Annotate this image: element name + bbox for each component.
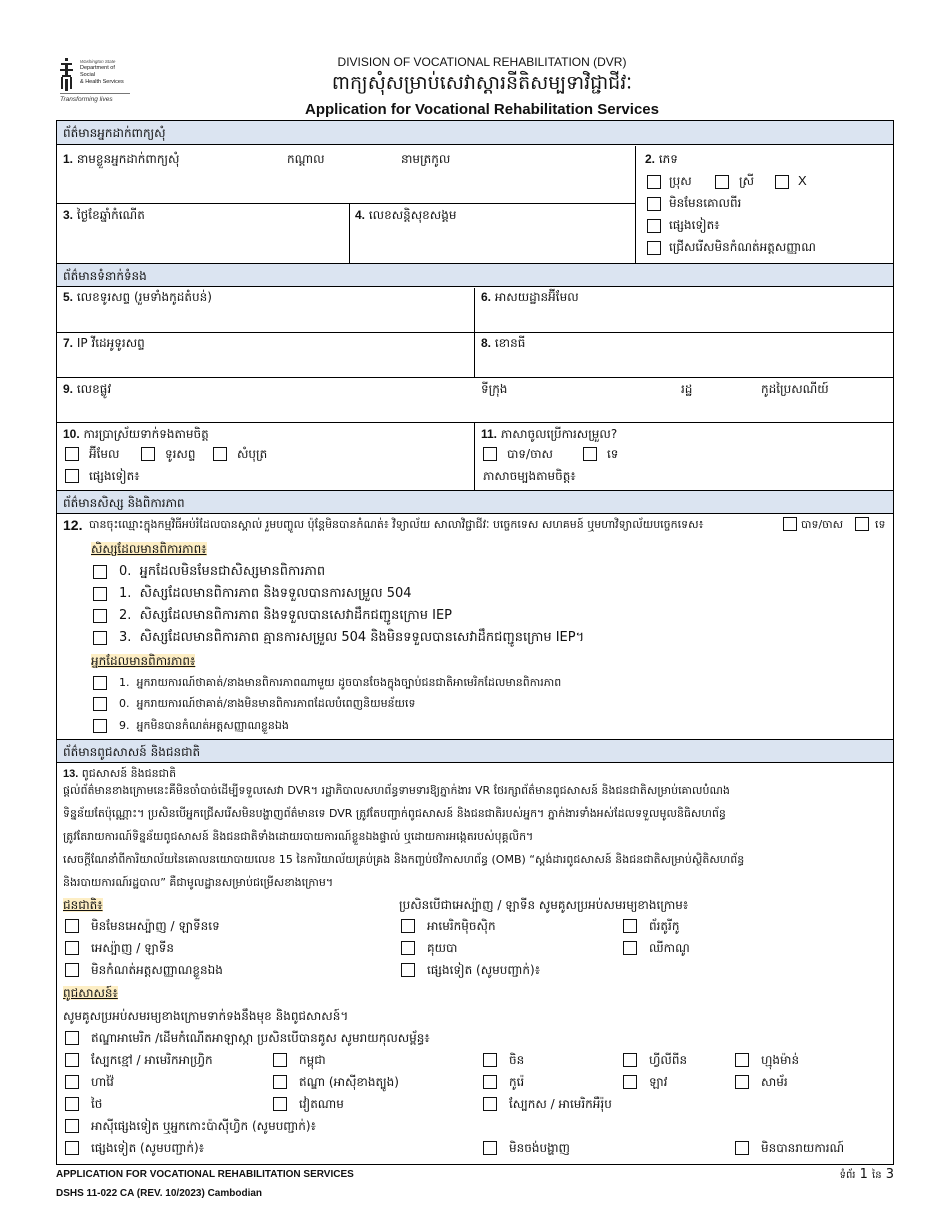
if-hispanic-instruction: ប្រសិនបើជាអេស្ប៉ាញ / ឡាទីន សូមគូសប្រអប់សមរម្យខាងក្រោម៖ — [399, 898, 689, 912]
race-indian-checkbox[interactable] — [273, 1075, 287, 1089]
logo-text: Washington State Department of Social & Health Services — [80, 59, 124, 85]
page-number: ទំព័រ 1 នៃ 3 — [839, 1167, 894, 1182]
field-11-label: 11. ភាសាចូលប្រើការសម្រួល? — [481, 427, 618, 441]
q12-number: 12. — [63, 517, 83, 533]
pref-email-checkbox[interactable] — [65, 447, 79, 461]
race-other-asian-checkbox[interactable] — [65, 1119, 79, 1133]
ethnicity-heading: ជនជាតិ៖ — [63, 898, 103, 912]
eth-hispanic-checkbox[interactable] — [65, 941, 79, 955]
race-para1-line3: ត្រូវតែរាយការណ៍ទិន្នន័យពូជសាសន៍ និងជនជាតិទាំងដោយរបាយការណ៍ខ្លួនឯងផ្ទាល់ ឬដោយការអង្កេតរបស់បុគ្គលិក។ — [63, 830, 534, 843]
individual-1-label: 1. អ្នករាយការណ៍ថាគាត់/នាងមានពិការភាពណាមួយ ដូចបានចែងក្នុងច្បាប់ជនជាតិអាមេរិកដែលមានពិការភាព — [119, 676, 562, 689]
race-decline-label: មិនចង់បង្ហាញ — [509, 1141, 570, 1155]
field-8-label: 8. ខោនធី — [481, 336, 526, 350]
field-9-state-label: រដ្ឋ — [681, 382, 693, 396]
student-3-checkbox[interactable] — [93, 631, 107, 645]
race-native-checkbox[interactable] — [65, 1031, 79, 1045]
primary-language-label: ភាសាចម្បងតាមចិត្ត៖ — [483, 469, 576, 483]
pref-other-checkbox[interactable] — [65, 469, 79, 483]
eth-cuban-checkbox[interactable] — [401, 941, 415, 955]
pref-mail-label: សំបុត្រ — [237, 447, 268, 461]
race-para2-line1: សេចក្តីណែនាំពីការិយាល័យនៃគោលនយោបាយលេខ 15 នៃការិយាល័យគ្រប់គ្រង និងកញ្ចប់ថវិកាសហព័ន្ធ (OMB) “ស្តង់ដារពូជសាសន៍ និងជនជាតិសម្រាប់ស្ថិតិសហព័ន្ធ — [63, 853, 745, 866]
gender-female-label: ស្រី — [739, 174, 754, 188]
gender-decline-label: ជ្រើសរើសមិនកំណត់អត្តសញ្ញាណ — [669, 240, 816, 254]
gender-male-checkbox[interactable] — [647, 175, 661, 189]
race-chinese-label: ចិន — [509, 1053, 525, 1067]
gender-other-label: ផ្សេងទៀត៖ — [669, 218, 720, 232]
section-race-info: ព័ត៌មានពូជសាសន៍ និងជនជាតិ — [57, 739, 893, 763]
race-other-asian-label: អាស៊ីផ្សេងទៀត ឬអ្នកកោះប៉ាស៊ីហ្វិក (សូមបញ្ជាក់)៖ — [91, 1119, 316, 1133]
race-vietnamese-label: វៀតណាម — [299, 1097, 344, 1111]
individual-0-label: 0. អ្នករាយការណ៍ថាគាត់/នាងមិនមានពិការភាពដែលបំពេញនិយមន័យទេ — [119, 697, 416, 710]
dshs-logo — [58, 55, 130, 107]
individuals-heading: អ្នកដែលមានពិការភាព៖ — [91, 654, 196, 668]
dshs-logo-icon — [58, 57, 76, 93]
eth-puerto-rican-label: ព័រតូរីកូ — [649, 919, 680, 933]
student-2-checkbox[interactable] — [93, 609, 107, 623]
logo-tagline: Transforming lives — [60, 96, 113, 103]
student-1-label: 1. សិស្សដែលមានពិការភាព និងទទួលបានការសម្រួល 504 — [119, 586, 412, 601]
race-white-checkbox[interactable] — [483, 1097, 497, 1111]
race-white-label: ស្បែកស / អាមេរិកអឺរ៉ុប — [509, 1097, 612, 1111]
q13-label: 13. ពូជសាសន៍ និងជនជាតិ — [63, 767, 177, 780]
gender-nonbinary-checkbox[interactable] — [647, 197, 661, 211]
field-1-label: 1. នាមខ្លួនអ្នកដាក់ពាក្យសុំ — [63, 152, 180, 166]
race-cambodian-label: កម្ពុជា — [299, 1053, 326, 1067]
race-heading: ពូជសាសន៍៖ — [63, 986, 118, 1000]
student-0-checkbox[interactable] — [93, 565, 107, 579]
race-chinese-checkbox[interactable] — [483, 1053, 497, 1067]
race-filipino-checkbox[interactable] — [623, 1053, 637, 1067]
individual-0-checkbox[interactable] — [93, 697, 107, 711]
race-native-label: ឥណ្ឌាអាមេរិក /ដើមកំណើតអាឡាស្កា ប្រសិនបើបានគូស សូមរាយកុលសម្ព័ន្ធ៖ — [91, 1031, 430, 1045]
gender-decline-checkbox[interactable] — [647, 241, 661, 255]
eth-mexican-label: អាមេរិកម៉ិចស៊ិក — [427, 919, 496, 933]
pref-mail-checkbox[interactable] — [213, 447, 227, 461]
race-hawaiian-label: ហាវ៉ៃ — [91, 1075, 114, 1089]
race-vietnamese-checkbox[interactable] — [273, 1097, 287, 1111]
field-10-label: 10. ការប្រាស្រ័យទាក់ទងតាមចិត្ត — [63, 427, 209, 441]
field-1-last-label: នាមត្រកូល — [401, 152, 451, 166]
interp-no-label: ទេ — [607, 447, 619, 461]
eth-cuban-label: គុយបា — [427, 941, 458, 955]
interp-yes-checkbox[interactable] — [483, 447, 497, 461]
division-name: DIVISION OF VOCATIONAL REHABILITATION (DVR) — [337, 55, 627, 69]
eth-other-label: ផ្សេងទៀត (សូមបញ្ជាក់)៖ — [427, 963, 540, 977]
race-thai-checkbox[interactable] — [65, 1097, 79, 1111]
race-indian-label: ឥណ្ឌា (អាស៊ីខាងត្បូង) — [299, 1075, 399, 1089]
race-para2-line2: និងរបាយការណ៍រដ្ឋបាល” គឺជាមូលដ្ឋានសម្រាប់ជម្រើសខាងក្រោម។ — [63, 876, 334, 889]
application-form — [56, 120, 894, 1165]
q12-no-label: ទេ — [875, 518, 886, 531]
individual-9-checkbox[interactable] — [93, 719, 107, 733]
race-cambodian-checkbox[interactable] — [273, 1053, 287, 1067]
race-lao-label: ឡាវ — [649, 1075, 668, 1089]
field-3-label: 3. ថ្ងៃខែឆ្នាំកំណើត — [63, 208, 145, 222]
student-1-checkbox[interactable] — [93, 587, 107, 601]
race-hawaiian-checkbox[interactable] — [65, 1075, 79, 1089]
eth-puerto-rican-checkbox[interactable] — [623, 919, 637, 933]
pref-email-label: អ៊ីមែល — [89, 447, 120, 461]
field-9-city-label: ទីក្រុង — [481, 382, 508, 396]
student-2-label: 2. សិស្សដែលមានពិការភាព និងទទួលបានសេវាដឹកជញ្ជូនក្រោម IEP — [119, 608, 453, 623]
students-heading: សិស្សដែលមានពិការភាព៖ — [91, 542, 207, 556]
gender-male-label: ប្រុស — [669, 174, 692, 188]
q12-yes-checkbox[interactable] — [783, 517, 797, 531]
eth-decline-checkbox[interactable] — [65, 963, 79, 977]
eth-decline-label: មិនកំណត់អត្តសញ្ញាណខ្លួនឯង — [91, 963, 223, 977]
eth-salvadoran-label: ឈីកាណូ — [649, 941, 690, 955]
footer-form-title: APPLICATION FOR VOCATIONAL REHABILITATION SERVICES — [56, 1169, 354, 1180]
interp-no-checkbox[interactable] — [583, 447, 597, 461]
race-lao-checkbox[interactable] — [623, 1075, 637, 1089]
form-title-english: Application for Vocational Rehabilitation Services — [305, 101, 659, 118]
field-6-label: 6. អាសយដ្ឋានអ៊ីមែល — [481, 290, 579, 304]
gender-x-label: X — [798, 173, 807, 188]
gender-other-checkbox[interactable] — [647, 219, 661, 233]
race-not-reported-label: មិនបានរាយការណ៍ — [761, 1141, 845, 1155]
field-1-middle-label: កណ្តាល — [287, 152, 325, 166]
student-0-label: 0. អ្នកដែលមិនមែនជាសិស្សមានពិការភាព — [119, 564, 326, 579]
race-thai-label: ថៃ — [91, 1097, 103, 1111]
field-9-label: 9. លេខផ្លូវ — [63, 382, 112, 396]
race-para1-line1: ផ្តល់ព័ត៌មានខាងក្រោមនេះគឺមិនចាំបាច់ដើម្បីទទួលសេវា DVR។ រដ្ឋាភិបាលសហព័ន្ធទាមទារឱ្យភ្នាក់ងារ VR ថែរក្សាព័ត៌មានពូជសាសន៍ និងជនជាតិសម្រាប់គោលបំណង — [63, 784, 730, 797]
pref-phone-checkbox[interactable] — [141, 447, 155, 461]
interp-yes-label: បាទ/ចាស — [507, 447, 553, 461]
section-contact-info: ព័ត៌មានទំនាក់ទំនង — [57, 263, 893, 287]
race-hmong-label: ហ្មុងម៉ាន់ — [761, 1053, 800, 1067]
individual-1-checkbox[interactable] — [93, 676, 107, 690]
gender-x-checkbox[interactable] — [775, 175, 789, 189]
race-black-label: ស្បែកខ្មៅ / អាមេរិកអាហ្វ្រិក — [91, 1053, 213, 1067]
race-other-label: ផ្សេងទៀត (សូមបញ្ជាក់)៖ — [91, 1141, 204, 1155]
individual-9-label: 9. អ្នកមិនបានកំណត់អត្តសញ្ញាណខ្លួនឯង — [119, 719, 289, 732]
section-disability-info: ព័ត៌មានសិស្ស និងពិការភាព — [57, 490, 893, 514]
race-samoan-checkbox[interactable] — [735, 1075, 749, 1089]
field-5-label: 5. លេខទូរសព្ទ (រួមទាំងកូដតំបន់) — [63, 290, 212, 304]
gender-female-checkbox[interactable] — [715, 175, 729, 189]
race-filipino-label: ហ្វីលីពីន — [649, 1053, 688, 1067]
eth-hispanic-label: អេស្ប៉ាញ / ឡាទីន — [91, 941, 174, 955]
race-para1-line2: ទិន្នន័យតែប៉ុណ្ណោះ។ ប្រសិនបើអ្នកជ្រើសរើសមិនបង្ហាញព័ត៌មានទេ DVR ត្រូវតែបញ្ជាក់ពូជសាសន៍ និងជនជាតិរបស់អ្នក។ ភ្នាក់ងារទាំងអស់ដែលទទួលមូលនិធិសហព័ន្ធ — [63, 807, 726, 820]
race-hmong-checkbox[interactable] — [735, 1053, 749, 1067]
field-9-zip-label: កូដប្រៃសណីយ៍ — [761, 382, 829, 396]
race-black-checkbox[interactable] — [65, 1053, 79, 1067]
field-2-label: 2. ភេទ — [645, 152, 678, 166]
field-7-label: 7. IP វីដេអូទូរសព្ទ — [63, 336, 145, 350]
student-3-label: 3. សិស្សដែលមានពិការភាព គ្មានការសម្រួល 504 និងមិនទទួលបានសេវាដឹកជញ្ជូនក្រោម IEP។ — [119, 630, 585, 645]
footer-form-id: DSHS 11-022 CA (REV. 10/2023) Cambodian — [56, 1188, 263, 1199]
form-title-khmer: ពាក្យសុំសម្រាប់សេវាស្តារនីតិសម្បទាវិជ្ជាជីវៈ — [331, 72, 633, 94]
section-applicant-info: ព័ត៌មានអ្នកដាក់ពាក្យសុំ — [57, 121, 893, 145]
eth-not-hispanic-label: មិនមែនអេស្ប៉ាញ / ឡាទីនទេ — [91, 919, 220, 933]
pref-phone-label: ទូរសព្ទ — [165, 447, 196, 461]
pref-other-label: ផ្សេងទៀត៖ — [89, 469, 140, 483]
race-korean-checkbox[interactable] — [483, 1075, 497, 1089]
field-4-label: 4. លេខសន្តិសុខសង្គម — [355, 208, 457, 222]
race-decline-checkbox[interactable] — [483, 1141, 497, 1155]
gender-nonbinary-label: មិនមែនគោលពីរ — [669, 196, 742, 210]
race-not-reported-checkbox[interactable] — [735, 1141, 749, 1155]
eth-other-checkbox[interactable] — [401, 963, 415, 977]
q12-yes-label: បាទ/ចាស — [801, 518, 844, 531]
q12-text: បានចុះឈ្មោះក្នុងកម្មវិធីអប់រំដែលបានស្គាល់ រួមបញ្ចូល ប៉ុន្តែមិនបានកំណត់៖ វិទ្យាល័យ សាលាវិជ្ជាជីវៈ បច្ចេកទេស សហគមន៍ ឬមហាវិទ្យាល័យបច្ចេកទេស៖ — [89, 518, 704, 531]
race-korean-label: កូរ៉េ — [509, 1075, 525, 1089]
eth-not-hispanic-checkbox[interactable] — [65, 919, 79, 933]
eth-salvadoran-checkbox[interactable] — [623, 941, 637, 955]
q12-no-checkbox[interactable] — [855, 517, 869, 531]
race-other-checkbox[interactable] — [65, 1141, 79, 1155]
race-instruction: សូមគូសប្រអប់សមរម្យខាងក្រោមទាក់ទងនឹងមុខ និងពូជសាសន៍។ — [63, 1009, 349, 1023]
race-samoan-label: សាម័រ — [761, 1075, 788, 1089]
eth-mexican-checkbox[interactable] — [401, 919, 415, 933]
